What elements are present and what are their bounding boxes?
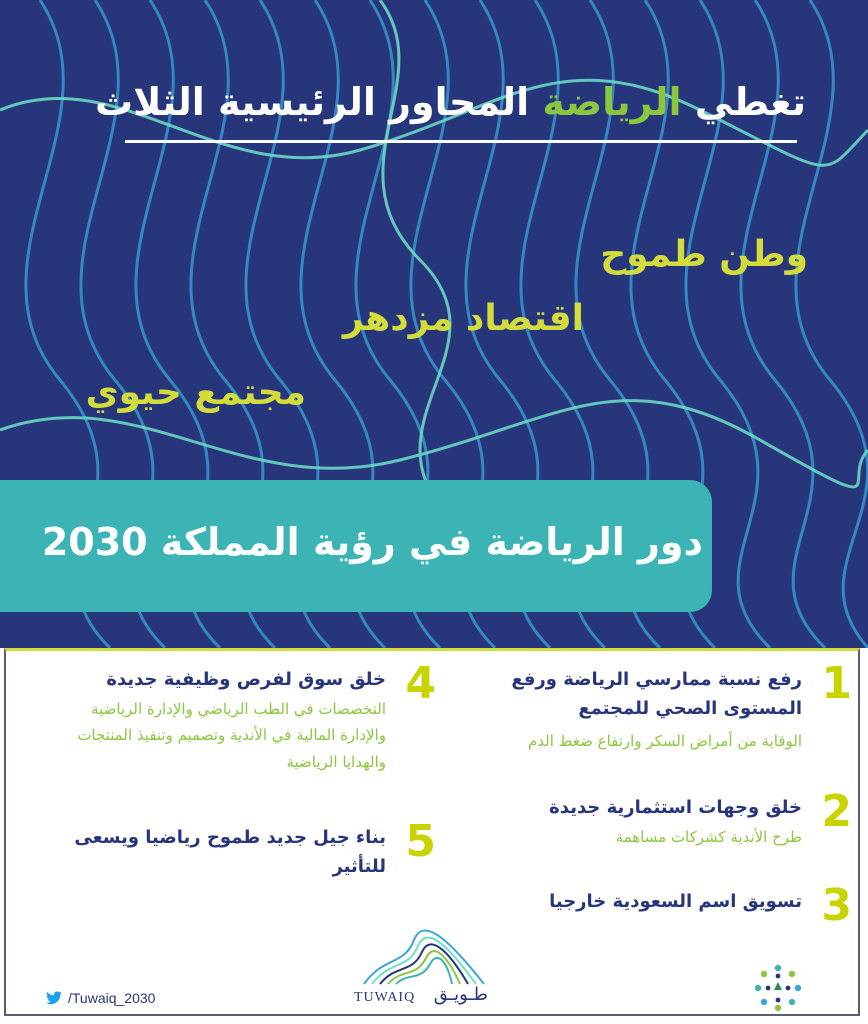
point-title: خلق وجهات استثمارية جديدة <box>549 797 802 818</box>
point-item-2 <box>452 786 852 860</box>
twitter-link[interactable] <box>46 990 155 1006</box>
point-number: 2 <box>821 786 852 837</box>
point-item-1 <box>452 658 852 762</box>
point-title: تسويق اسم السعودية خارجيا <box>549 891 802 912</box>
point-number: 3 <box>821 880 852 931</box>
point-title: بناء جيل جديد طموح رياضيا ويسعى للتأثير <box>74 827 386 877</box>
headline-underline <box>125 140 797 143</box>
pillar-thriving-economy: اقتصاد مزدهر <box>342 298 584 339</box>
brand-name-arabic: طـويـق <box>433 984 488 1005</box>
headline <box>95 80 806 124</box>
vision-2030-emblem <box>752 962 804 1014</box>
point-item-4 <box>36 658 436 792</box>
point-number: 4 <box>405 658 436 709</box>
brand-name-latin: TUWAIQ <box>354 990 416 1005</box>
point-item-5 <box>36 816 436 890</box>
headline-accent: الرياضة <box>542 80 682 124</box>
vision-banner-text: دور الرياضة في رؤية المملكة 2030 <box>41 520 703 564</box>
point-description: التخصصات في الطب الرياضي والإدارة الرياضية والإدارة المالية في الأندية وتصميم وتنفيذ المنتجات والهدايا الرياضية <box>77 700 386 771</box>
point-title: رفع نسبة ممارسي الرياضة ورفع المستوى الصحي للمجتمع <box>511 669 802 719</box>
point-description: طرح الأندية كشركات مساهمة <box>615 828 802 846</box>
point-title: خلق سوق لفرص وظيفية جديدة <box>106 669 386 690</box>
point-item-3 <box>452 880 852 931</box>
headline-suffix: المحاور الرئيسية الثلاث <box>94 80 530 124</box>
point-number: 5 <box>405 816 436 867</box>
point-description: الوقاية من أمراض السكر وارتفاع ضغط الدم <box>527 732 802 750</box>
tuwaiq-mountain-logo <box>354 926 494 986</box>
pillar-vibrant-society: مجتمع حيوي <box>85 372 306 413</box>
twitter-icon <box>46 991 62 1005</box>
headline-prefix: تغطي <box>694 80 806 124</box>
pillar-ambitious-nation: وطن طموح <box>600 234 808 275</box>
point-number: 1 <box>821 658 852 709</box>
twitter-handle: /Tuwaiq_2030 <box>68 990 156 1006</box>
tuwaiq-logo <box>354 926 494 1012</box>
